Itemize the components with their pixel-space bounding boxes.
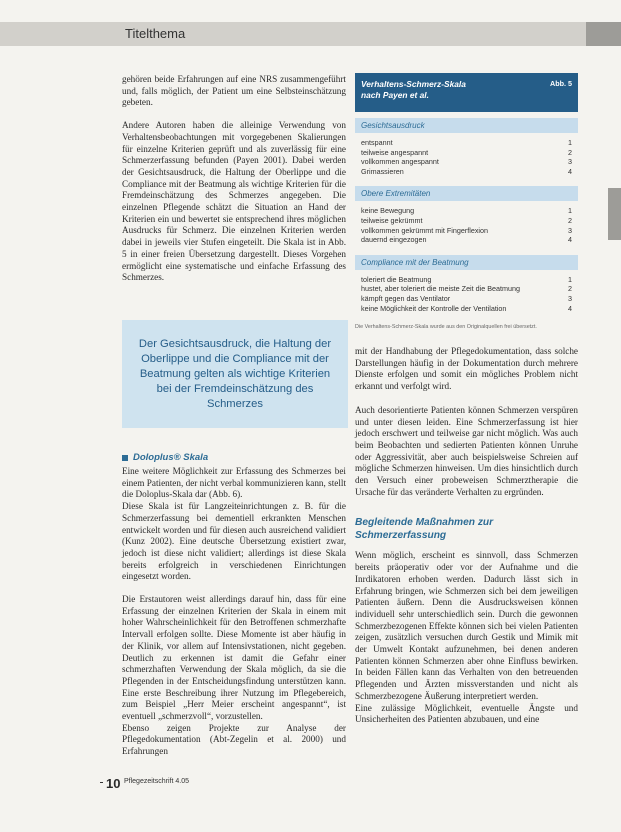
paragraph: Ebenso zeigen Projekte zur Analyse der Pflegedokumentation (Abt-Zegelin et al. 2000) und Erfahrungen	[122, 722, 346, 757]
scale-section-items	[355, 133, 578, 180]
doloplus-heading-text: Doloplus® Skala	[133, 452, 209, 463]
scale-item-score: 2	[568, 284, 572, 294]
scale-item	[355, 304, 578, 314]
scale-item	[355, 216, 578, 226]
scale-item-score: 1	[568, 274, 572, 284]
scale-item	[355, 138, 578, 148]
scale-section-items	[355, 201, 578, 248]
scale-header	[355, 73, 578, 112]
header-bar	[0, 22, 621, 46]
scale-item	[355, 167, 578, 177]
scale-item-label: kämpft gegen das Ventilator	[361, 293, 451, 303]
scale-item-label: teilweise gekrümmt	[361, 215, 423, 225]
scale-section-items	[355, 270, 578, 317]
scale-item-score: 3	[568, 157, 572, 167]
paragraph: Eine zulässige Möglichkeit, eventuelle Ängste und Unsicherheiten des Patienten abzubauen, und eine	[355, 702, 578, 725]
right-column	[355, 346, 578, 726]
scale-section-title: Obere Extremitäten	[355, 186, 578, 201]
left-column-bottom	[122, 452, 346, 758]
scale-section-title: Compliance mit der Beatmung	[355, 255, 578, 270]
side-tab-block	[608, 188, 621, 240]
scale-footnote: Die Verhaltens-Schmerz-Skala wurde aus den Originalquellen frei übersetzt.	[355, 324, 537, 331]
header-tab-block	[586, 22, 621, 46]
scale-item	[355, 226, 578, 236]
scale-item-label: vollkommen gekrümmt mit Fingerflexion	[361, 225, 489, 235]
scale-item	[355, 206, 578, 216]
scale-item-score: 3	[568, 225, 572, 235]
scale-item-label: toleriert die Beatmung	[361, 274, 432, 284]
scale-item-label: Grimassieren	[361, 166, 404, 176]
paragraph: Die Erstautoren weist allerdings darauf hin, dass für eine Erfassung der einzelnen Kriterien der Skala in einem mit hoher Wahrscheinlichkeit für den Betroffenen schmerzhafte Intervall erfolgen sollte. Diese Momente ist aber häufig in der Klinik, vor allem auf Intensivstationen, nicht gegeben. Deutlich zu erkennen ist damit die Gefahr einer schmerzhaften Verwendung der Skala möglich, da sie die Pflegenden in der Entscheidungsfindung unterstützen kann. Eine erste Beschreibung ihrer Nutzung im Pflegebereich, zum Beispiel „Herr Meier erscheint angespannt“, ist eventuell „schmerzvoll“, vorzustellen.	[122, 594, 346, 722]
scale-item-label: keine Bewegung	[361, 206, 415, 216]
paragraph: Eine weitere Möglichkeit zur Erfassung des Schmerzes bei einem Patienten, der nicht verbal kommunizieren kann, stellt die Doloplus-Skala dar (Abb. 6).	[122, 466, 346, 500]
paragraph: Wenn möglich, erscheint es sinnvoll, dass Schmerzen bereits präoperativ oder vor der Aufnahme und die Inrdikatoren erhoben werden. Dadurch lässt sich in Erfahrung bringen, wie Schmerzen sich bei dem jeweiligen Patienten äußern. Denn die Ausdrucksweisen können individuell sehr unterschiedlich sein. Durch die gewonnen Schmerzbezogenen Effekte können sich bei vielen Patienten zeigen, zusätzlich versuchen durch Gestik und Mimik mit der Umwelt Kontakt aufzunehmen, bei denen anderen Patienten können Schmerzen aber ohne Einfluss bewirken. In beiden Fällen kann das Verhalten von den betreuenden Pflegenden und Ärzten missverstanden und nicht als Schmerzbezogene Äußerung interpretiert werden.	[355, 550, 578, 701]
begleitend-heading: Begleitende Maßnahmen zur Schmerzerfassung	[355, 517, 494, 542]
scale-item-score: 1	[568, 206, 572, 216]
scale-section-title: Gesichtsausdruck	[355, 118, 578, 133]
scale-item-label: dauernd eingezogen	[361, 235, 427, 245]
doloplus-heading	[122, 452, 346, 463]
figure-tag: Abb. 5	[550, 79, 572, 88]
scale-item-label: teilweise angespannt	[361, 147, 429, 157]
scale-item-label: keine Möglichkeit der Kontrolle der Ventilation	[361, 303, 507, 313]
scale-item-score: 4	[568, 235, 572, 245]
section-title: Titelthema	[125, 26, 186, 41]
left-column-top	[122, 74, 346, 284]
scale-item-score: 4	[568, 303, 572, 313]
paragraph: Auch desorientierte Patienten können Schmerzen verspüren und unter diesen leiden. Eine Schmerzerfassung ist hier jedoch erschwert und teilweise gar nicht möglich. Was auch beim Beobachten und sedierten Patienten können Unruhe oder Aggressivität, aber auch beispielsweise Schreien auf mögliche Schmerzen hinweisen. Um dies hinsichtlich durch den Versuch einer probeweisen Schmerztherapie die Ursache für das veränderte Verhalten zu ergründen.	[355, 404, 578, 497]
paragraph: mit der Handhabung der Pflegedokumentation, dass solche Darstellungen häufig in der Dokumentation durch mehrere Dienste erfolgen und somit ein mögliches Problem nicht erkannt und verfolgt wird.	[355, 346, 578, 392]
scale-item-score: 2	[568, 215, 572, 225]
footer-rule	[100, 782, 103, 783]
scale-item-label: entspannt	[361, 138, 393, 147]
scale-item-score: 3	[568, 293, 572, 303]
scale-item	[355, 148, 578, 158]
scale-item-score: 2	[568, 147, 572, 157]
paragraph: gehören beide Erfahrungen auf eine NRS zusammengeführt und, falls möglich, der Patient um eine Selbsteinschätzung gebeten.	[122, 74, 346, 108]
square-bullet-icon	[122, 455, 128, 461]
scale-item	[355, 275, 578, 285]
scale-item	[355, 157, 578, 167]
scale-title-line2: nach Payen et al.	[361, 89, 429, 100]
scale-title-line1: Verhaltens-Schmerz-Skala	[361, 79, 466, 89]
pull-quote-text: Der Gesichtsausdruck, die Haltung der Oberlippe und die Compliance mit der Beatmung gelten als wichtige Kriterien bei der Fremdeinschätzung des Schmerzes	[138, 338, 332, 410]
scale-item-score: 1	[568, 138, 572, 147]
scale-item-score: 4	[568, 166, 572, 176]
scale-item	[355, 294, 578, 304]
paragraph: Diese Skala ist für Langzeiteinrichtungen z. B. für die Schmerzerfassung bei dementiell erkrankten Menschen entwickelt worden und für diesen auch ausreichend validiert (Kunz 2002). Eine deutsche Übersetzung existiert zwar, jedoch ist diese nicht validiert; allerdings ist diese Skala bereits erfolgreich in verschiedenen Einrichtungen eingesetzt worden.	[122, 501, 346, 582]
scale-item-label: hustet, aber toleriert die meiste Zeit die Beatmung	[361, 284, 521, 294]
publication-name: Pflegezeitschrift 4.05	[124, 778, 189, 785]
pain-scale-figure	[355, 73, 578, 331]
page-number: 10	[106, 776, 121, 791]
scale-item-label: vollkommen angespannt	[361, 157, 439, 167]
pull-quote	[122, 320, 348, 428]
scale-item	[355, 284, 578, 294]
scale-item	[355, 235, 578, 245]
paragraph: Andere Autoren haben die alleinige Verwendung von Verhaltensbeobachtungen mit vorgegebenen Skalierungen für einzelne Kriterien geprüft und als zuverlässig für eine Schmerzerfassung befunden (Payen 2001). Dabei werden der Gesichtsausdruck, die Haltung der Oberlippe und die Compliance mit der Beatmung als wichtige Kriterien für die Fremdeinschätzung des Schmerzes angegeben. Die einzelnen Pflegende schätzt die Situation an Hand der Kriterien ein und bewertet sie entsprechend ihres möglichen Ausdrucks für Schmerz. Die einzelnen Kriterien werden dabei in jeweils vier Stufen eingeteilt. Die Skala ist in Abb. 5 in einer freien Übersetzung dargestellt. Dieses Vorgehen ermöglicht eine systematische und einfache Erfassung des Schmerzes.	[122, 120, 346, 283]
